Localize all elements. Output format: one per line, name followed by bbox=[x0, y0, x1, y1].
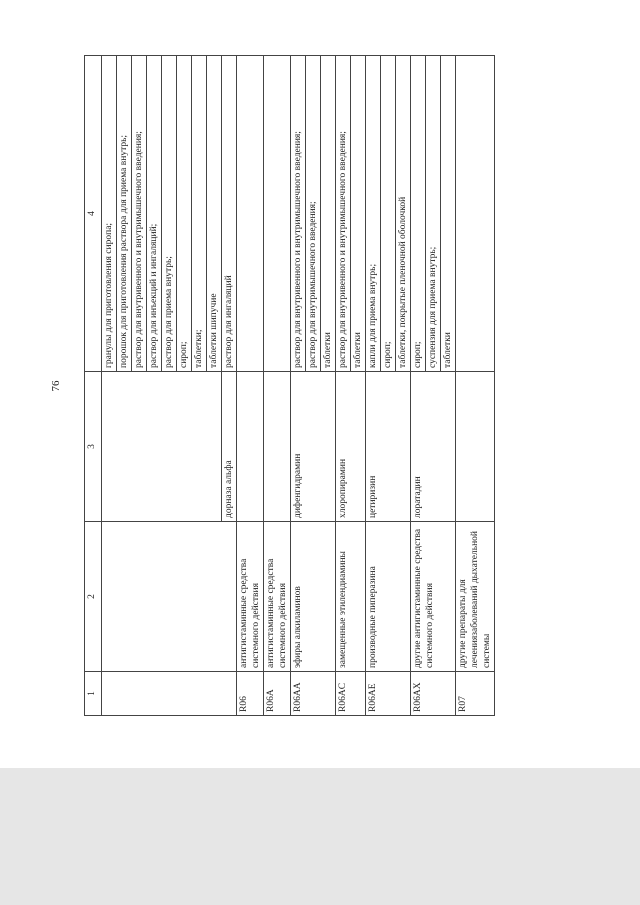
form-cell: суспензия для приема внутрь; bbox=[426, 56, 441, 372]
scan-background bbox=[0, 768, 640, 905]
form-cell: таблетки; bbox=[192, 56, 207, 372]
rotated-table-frame bbox=[84, 56, 536, 716]
drug-table bbox=[84, 55, 495, 716]
group-cell: другие препараты для лечениязаболеваний дыхательной системы bbox=[456, 522, 495, 672]
drug-cell bbox=[264, 372, 291, 522]
form-cell: гранулы для приготовления сиропа; bbox=[102, 56, 117, 372]
drug-cell: лоратадин bbox=[411, 372, 456, 522]
header-cell: 4 bbox=[85, 56, 102, 372]
table-row bbox=[456, 56, 495, 716]
header-cell: 3 bbox=[85, 372, 102, 522]
code-cell: R06 bbox=[237, 672, 264, 716]
code-cell: R06AA bbox=[291, 672, 336, 716]
form-cell: раствор для приема внутрь; bbox=[162, 56, 177, 372]
code-cell: R06A bbox=[264, 672, 291, 716]
table-row bbox=[291, 56, 306, 716]
drug-cell: хлоропирамин bbox=[336, 372, 366, 522]
group-cell: другие антигистаминные средства системного действия bbox=[411, 522, 456, 672]
form-cell: порошок для приготовления раствора для приема внутрь; bbox=[117, 56, 132, 372]
drug-cell bbox=[237, 372, 264, 522]
form-cell: капли для приема внутрь; bbox=[366, 56, 381, 372]
form-cell bbox=[237, 56, 264, 372]
table-row bbox=[102, 56, 117, 716]
form-cell: раствор для внутримышечного введения; bbox=[306, 56, 321, 372]
page-number: 76 bbox=[50, 380, 62, 392]
header-cell: 2 bbox=[85, 522, 102, 672]
table-row bbox=[264, 56, 291, 716]
form-cell: сироп; bbox=[411, 56, 426, 372]
form-cell: таблетки, покрытые пленочной оболочкой bbox=[396, 56, 411, 372]
group-cell: антигистаминные средства системного действия bbox=[264, 522, 291, 672]
table-row bbox=[237, 56, 264, 716]
form-cell: раствор для ингаляций bbox=[222, 56, 237, 372]
code-cell: R06AC bbox=[336, 672, 366, 716]
group-cell bbox=[102, 522, 237, 672]
form-cell bbox=[264, 56, 291, 372]
table-row bbox=[336, 56, 351, 716]
form-cell: сироп; bbox=[381, 56, 396, 372]
form-cell: таблетки bbox=[441, 56, 456, 372]
group-cell: эфиры алкиламинов bbox=[291, 522, 336, 672]
drug-cell: дорназа альфа bbox=[222, 372, 237, 522]
code-cell: R06AE bbox=[366, 672, 411, 716]
drug-cell: цетиризин bbox=[366, 372, 411, 522]
form-cell bbox=[456, 56, 495, 372]
code-cell: R06AX bbox=[411, 672, 456, 716]
form-cell: раствор для внутривенного и внутримышечного введения; bbox=[336, 56, 351, 372]
header-cell: 1 bbox=[85, 672, 102, 716]
form-cell: таблетки bbox=[321, 56, 336, 372]
drug-cell bbox=[102, 372, 222, 522]
code-cell: R07 bbox=[456, 672, 495, 716]
drug-cell bbox=[456, 372, 495, 522]
form-cell: таблетки bbox=[351, 56, 366, 372]
form-cell: раствор для внутривенного и внутримышечного введения; bbox=[132, 56, 147, 372]
table-row bbox=[366, 56, 381, 716]
form-cell: сироп; bbox=[177, 56, 192, 372]
form-cell: раствор для инъекций и ингаляций; bbox=[147, 56, 162, 372]
code-cell bbox=[102, 672, 237, 716]
group-cell: производные пиперазина bbox=[366, 522, 411, 672]
form-cell: раствор для внутривенного и внутримышечного введения; bbox=[291, 56, 306, 372]
form-cell: таблетки шипучие bbox=[207, 56, 222, 372]
drug-cell: дифенгидрамин bbox=[291, 372, 336, 522]
group-cell: антигистаминные средства системного действия bbox=[237, 522, 264, 672]
table-row bbox=[411, 56, 426, 716]
group-cell: замещенные этилендиамины bbox=[336, 522, 366, 672]
table-header-row bbox=[85, 56, 102, 716]
